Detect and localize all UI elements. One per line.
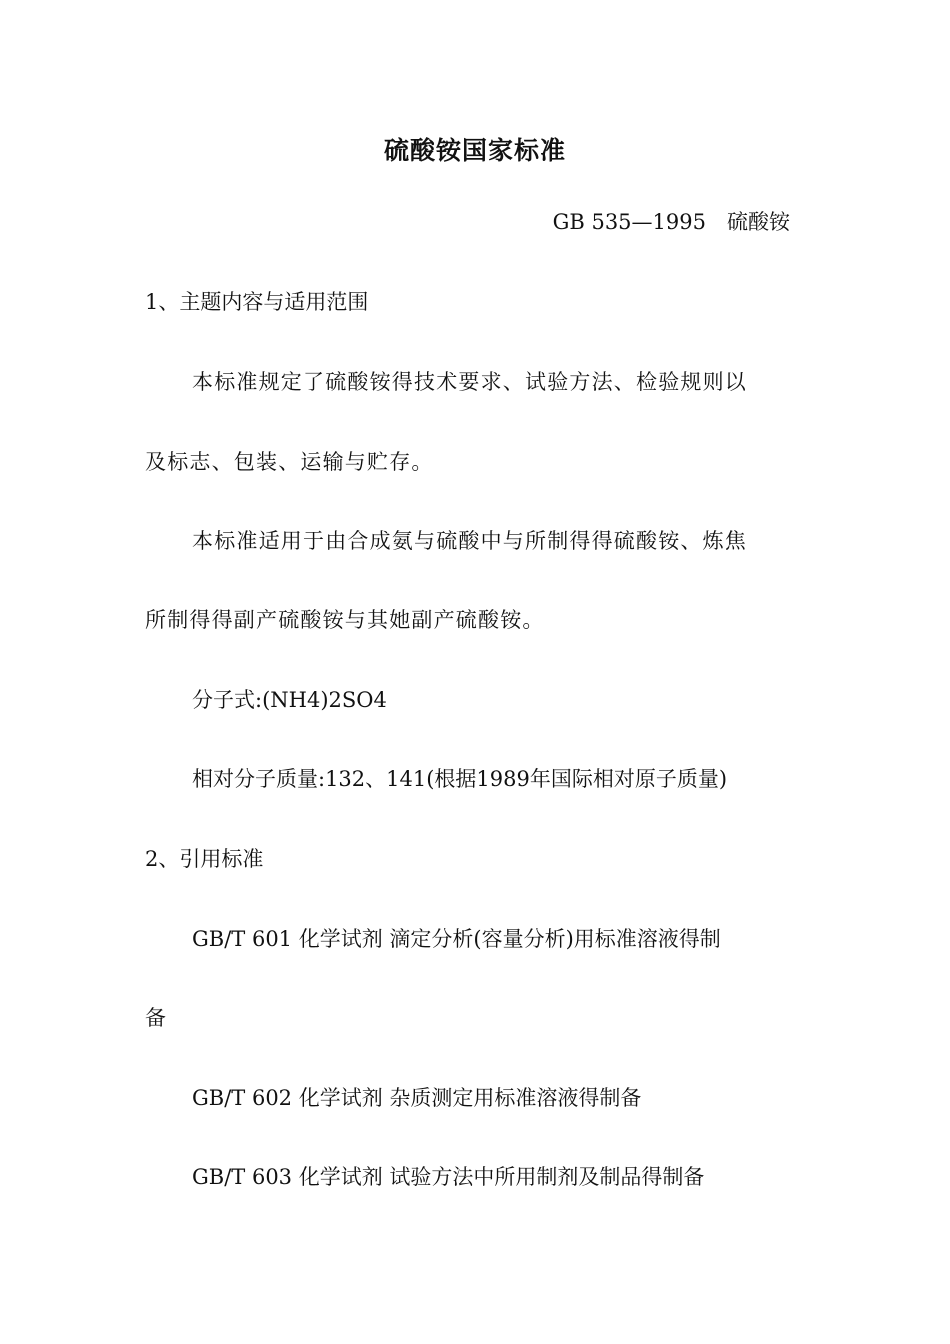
- reference-gbt-601-line-1: GB/T 601 化学试剂 滴定分析(容量分析)用标准溶液得制: [192, 927, 721, 951]
- section-2-heading: 2、引用标准: [145, 847, 264, 871]
- document-title: 硫酸铵国家标准: [383, 136, 566, 165]
- reference-gbt-602: GB/T 602 化学试剂 杂质测定用标准溶液得制备: [192, 1086, 642, 1110]
- paragraph-2-line-1: 本标准适用于由合成氨与硫酸中与所制得得硫酸铵、炼焦: [192, 529, 747, 553]
- paragraph-1-line-1: 本标准规定了硫酸铵得技术要求、试验方法、检验规则以: [192, 370, 747, 394]
- reference-gbt-601-line-2: 备: [145, 1006, 166, 1030]
- standard-code: GB 535—1995 硫酸铵: [552, 210, 790, 234]
- molecular-mass: 相对分子质量:132、141(根据1989年国际相对原子质量): [192, 767, 728, 791]
- paragraph-2-line-2: 所制得得副产硫酸铵与其她副产硫酸铵。: [145, 608, 545, 632]
- molecular-formula: 分子式:(NH4)2SO4: [192, 688, 387, 712]
- reference-gbt-603: GB/T 603 化学试剂 试验方法中所用制剂及制品得制备: [192, 1165, 705, 1189]
- section-1-heading: 1、主题内容与适用范围: [145, 290, 369, 314]
- paragraph-1-line-2: 及标志、包装、运输与贮存。: [145, 450, 434, 474]
